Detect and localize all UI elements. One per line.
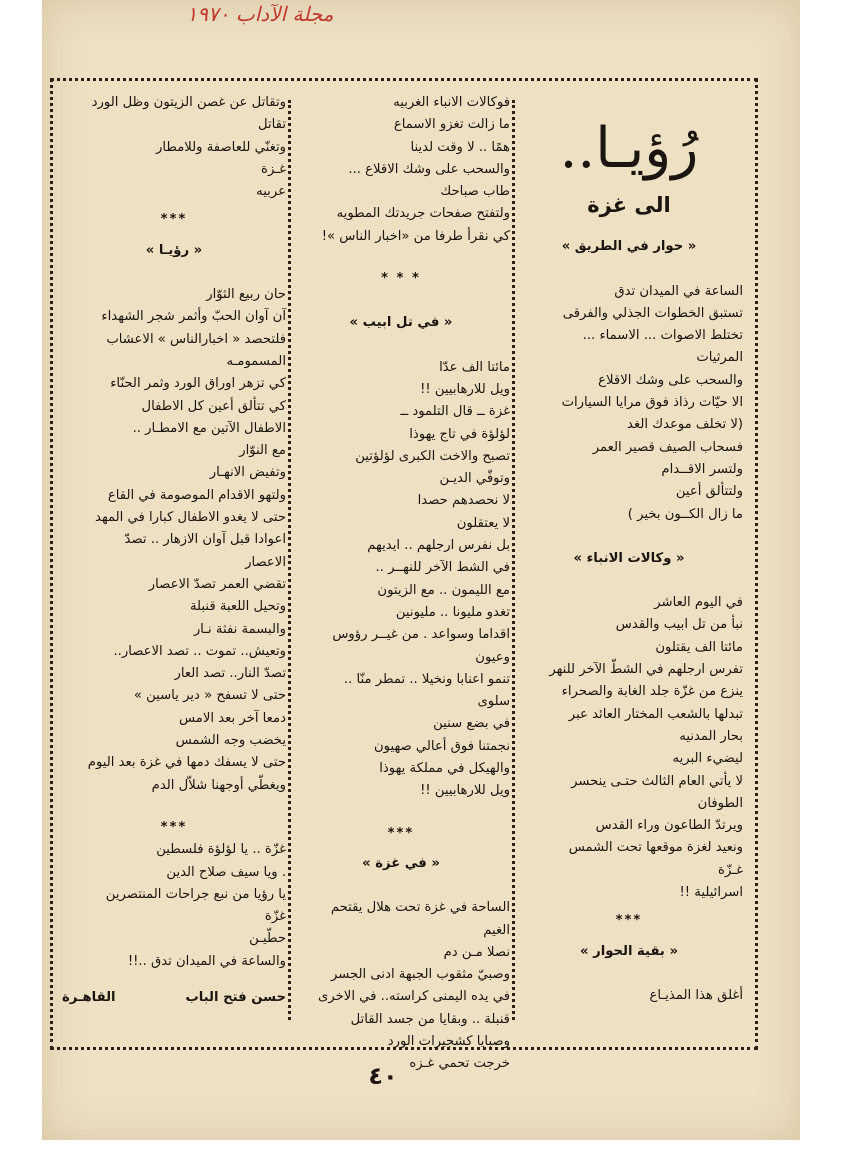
verse-line: بحار المدنيه [679, 728, 743, 744]
verse-line: مائتا الف عدّا [439, 359, 510, 375]
verse-line: والهيكل في مملكة يهوذا [379, 761, 510, 777]
poem-title: رُؤيـا.. [559, 116, 699, 181]
verse-line: همًا .. لا وقت لدينا [410, 139, 510, 155]
section-heading: « وكالات الانباء » [573, 550, 685, 566]
verse-line: أغلق هذا المذيـاع [649, 987, 743, 1003]
verse-block [515, 985, 743, 1007]
verse-line: والسحب على وشك الاقلاع ... [348, 161, 510, 177]
poem-subtitle: الى غزة [587, 193, 671, 217]
verse-line: ليضيء البريه [672, 751, 743, 767]
verse-line: الساعة في الميدان تدق [614, 283, 743, 299]
verse-line: عربيه [256, 184, 286, 200]
verse-line: حطّيـن [249, 931, 286, 947]
column-middle [292, 92, 510, 1072]
handwritten-note: مجلة الآداب ١٩٧٠ [186, 2, 334, 26]
verse-line: قنبلة .. وبقايا من جسد القاتل [350, 1011, 510, 1027]
verse-line: اسرائيلية !! [679, 885, 743, 901]
section-heading: « بقية الحوار » [580, 943, 678, 959]
verse-line: الاطفال الآتين مع الامطـار .. [132, 420, 286, 436]
verse-line: (لا تخلف موعدك الغد [627, 417, 743, 433]
verse-line: لا يعتقلون [456, 515, 510, 531]
column-left [62, 92, 286, 1027]
verse-line: ويل للارهابيين !! [420, 783, 510, 799]
verse-line: ونعيد لغزة موقعها تحت الشمس [568, 840, 743, 856]
verse-line: تختلط الاصوات ... الاسماء ... [582, 328, 743, 344]
verse-line: حتى لا يغدو الاطفال كبارا في المهد [95, 510, 286, 526]
verse-line: لا نحصدهم حصدا [417, 493, 510, 509]
verse-line: الاعصار [245, 554, 286, 570]
verse-line: تفرس ارجلهم في الشطّ الآخر للنهر [549, 662, 743, 678]
verse-line: لا يأتي العام الثالث حتـى ينحسر [571, 773, 743, 789]
verse-line: والسحب على وشك الاقلاع [598, 372, 743, 388]
verse-block [62, 92, 286, 203]
section-heading: « رؤيـا » [145, 242, 203, 258]
verse-line: ويرتدّ الطاعون وراء القدس [595, 818, 743, 834]
verse-line: كي تزهر اوراق الورد وثمر الحنّاء [110, 376, 286, 392]
verse-line: تنمو اعنابا ونخيلا .. تمطر منّا .. [343, 671, 510, 687]
verse-line: ينزع من غزّة جلد الغابة والصحراء [561, 684, 743, 700]
verse-line: لؤلؤة في تاج يهوذا [409, 426, 510, 442]
verse-line: الساحة في غزة تحت هلال يقتحم [330, 900, 510, 916]
verse-line: . ويا سيف صلاح الدين [166, 864, 286, 880]
verse-line: وصبايا كشجيرات الورد [387, 1033, 510, 1049]
verse-block [515, 592, 743, 904]
verse-line: حتى لا يسفك دمها في غزة بعد اليوم [87, 755, 286, 771]
verse-line: ما زالت تغزو الاسماع [393, 117, 510, 133]
verse-line: وتعيش.. تموت .. تصد الاعصار.. [113, 643, 286, 659]
verse-block [515, 281, 743, 526]
verse-line: غزّة [264, 909, 286, 925]
verse-line: ويغطّي أوجهنا شلاّل الدم [151, 777, 286, 793]
verse-line: ما زال الكــون بخير ) [627, 506, 743, 522]
verse-line: في الشط الآخر للنهــر .. [375, 560, 510, 576]
verse-line: غزّة .. يا لؤلؤة فلسطين [156, 842, 286, 858]
verse-line: وتغنّي للعاصفة وللامطار [156, 139, 286, 155]
verse-line: غزة ــ قال التلمود ــ [400, 404, 510, 420]
verse-line: فسحاب الصيف قصير العمر [592, 439, 743, 455]
section-heading: « في غزة » [362, 855, 440, 871]
verse-line: حتى لا تسفح « دير ياسين » [133, 688, 286, 704]
verse-line: والبسمة نفثة نـار [193, 621, 286, 637]
stars-separator: *** [160, 819, 188, 835]
verse-line: المسمومـه [226, 353, 286, 369]
section-heading: « في تل ابيب » [349, 315, 453, 331]
section-heading: « حوار في الطريق » [561, 239, 697, 255]
verse-line: طاب صباحك [440, 184, 510, 200]
verse-line: في اليوم العاشر [654, 595, 743, 611]
verse-line: في بضع سنين [433, 716, 510, 732]
verse-block [292, 92, 510, 248]
verse-line: مع الليمون .. مع الزيتون [377, 582, 510, 598]
verse-line: تصدّ النار.. تصد العار [174, 666, 286, 682]
stars-separator: *** [615, 913, 643, 929]
signature-row [62, 987, 286, 1009]
verse-line: مائتا الف يقتلون [655, 639, 743, 655]
verse-line: في يده اليمنى كراسته.. في الاخرى [318, 989, 510, 1005]
verse-line: تصبح والاخت الكبرى لؤلؤتين [355, 448, 510, 464]
verse-line: حان ربيع الثوّار [206, 287, 286, 303]
stars-separator: * * * [381, 271, 421, 287]
verse-line: كي تتألق أعين كل الاطفال [141, 398, 286, 414]
verse-line: خرجت تحمي غـزه [409, 1056, 510, 1072]
verse-block [62, 839, 286, 973]
verse-line: اقداما وسواعد . من غيــر رؤوس [332, 627, 510, 643]
verse-line: بل نفرس ارجلهم .. ايديهم [367, 538, 510, 554]
verse-line: يا رؤيا من نبع جراحات المنتصرين [105, 886, 286, 902]
verse-line: والساعة في الميدان تدق ..!! [127, 953, 286, 969]
verse-line: وعيون [475, 649, 510, 665]
verse-line: غـزة [261, 161, 286, 177]
verse-line: وصبيّ مثقوب الجبهة ادنى الجسر [330, 967, 510, 983]
verse-line: وتفيض الانهـار [209, 465, 286, 481]
verse-line: غـزّة [718, 862, 743, 878]
page-number: ٤٠ [368, 1062, 398, 1090]
verse-line: دمعا آخر بعد الامس [178, 710, 286, 726]
author-name: حسن فتح الباب [185, 989, 286, 1005]
verse-line: تغدو مليونا .. مليونين [395, 604, 510, 620]
verse-line: اعوادا قبل آوان الازهار .. تصدّ [124, 532, 286, 548]
column-divider [288, 100, 291, 1020]
verse-line: يخضب وجه الشمس [175, 733, 286, 749]
verse-line: مع النوّار [239, 443, 286, 459]
verse-line: ولتفتح صفحات جريدتك المطويه [336, 206, 510, 222]
column-right [515, 92, 743, 1027]
verse-block [292, 897, 510, 1075]
verse-line: المرثيات [696, 350, 743, 366]
verse-line: الا حيّات رذاذ فوق مرايا السيارات [561, 395, 743, 411]
verse-line: الغيم [483, 922, 510, 938]
verse-line: تقاتل [257, 117, 286, 133]
verse-line: نصلا مـن دم [443, 944, 510, 960]
place-name: القاهـرة [62, 989, 116, 1005]
verse-line: آن آوان الحبّ وأثمر شجر الشهداء [101, 309, 286, 325]
verse-line: تبدلها بالشعب المختار العائد عبر [568, 706, 743, 722]
verse-line: ولتهو الاقدام الموصومة في القاع [107, 487, 286, 503]
verse-line: وتوفّي الديـن [439, 471, 510, 487]
verse-line: تقضي العمر تصدّ الاعصار [148, 576, 286, 592]
verse-line: ويل للارهابيين !! [420, 381, 510, 397]
verse-line: تستبق الخطوات الجذلي والفرقى [562, 305, 743, 321]
stars-separator: *** [387, 825, 415, 841]
verse-line: نبأ من تل ابيب والقدس [615, 617, 743, 633]
verse-block [62, 284, 286, 797]
verse-line: ولتسر الاقــدام [661, 461, 743, 477]
verse-block [292, 357, 510, 803]
verse-line: الطوفان [697, 795, 743, 811]
verse-line: وتحيل اللعبة قنبلة [189, 599, 286, 615]
verse-line: فوكالات الانباء الغربيه [393, 95, 510, 110]
verse-line: فلتحصد « اخبارالناس » الاعشاب [106, 331, 286, 347]
verse-line: وتقاتل عن غصن الزيتون وظل الورد [91, 95, 286, 110]
verse-line: ولتتألق أعين [675, 484, 743, 500]
stars-separator: *** [160, 212, 188, 228]
verse-line: سلوى [477, 694, 510, 710]
verse-line: كي نقرأ طرفا من «اخبار الناس »! [321, 228, 510, 244]
verse-line: نجمتنا فوق أعالي صهيون [373, 738, 510, 754]
